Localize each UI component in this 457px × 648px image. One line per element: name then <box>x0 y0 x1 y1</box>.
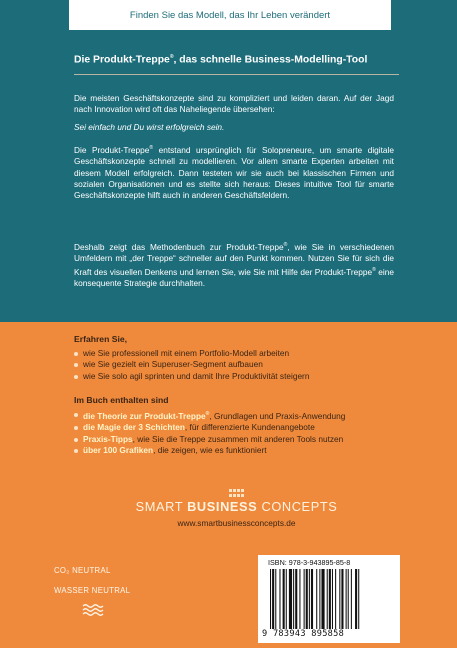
top-banner-text: Finden Sie das Modell, das Ihr Leben verändert <box>129 9 331 21</box>
barcode-bar <box>293 569 294 629</box>
registered-mark: ® <box>149 145 154 151</box>
contents-title: Im Buch enthalten sind <box>74 395 169 405</box>
list-item: wie Sie solo agil sprinten und damit Ihre Produktivität steigern <box>74 371 399 382</box>
barcode-bar <box>329 569 331 629</box>
barcode-bar <box>351 569 352 629</box>
list-item: wie Sie professionell mit einem Portfolio-Modell arbeiten <box>74 348 399 359</box>
heading-divider <box>74 74 399 75</box>
barcode-bar <box>275 569 276 629</box>
contents-list <box>74 409 399 456</box>
barcode-bar <box>306 569 308 629</box>
learn-list <box>74 348 399 382</box>
barcode-bar <box>348 569 349 629</box>
barcode-bar <box>339 569 340 629</box>
paragraph-method-a: Deshalb zeigt das Methodenbuch zur Produkt-Treppe <box>74 241 284 252</box>
highlight-text: Praxis-Tipps <box>83 433 133 444</box>
highlight-text: über 100 Grafiken <box>83 444 154 455</box>
barcode-bar <box>358 569 359 629</box>
item-text: , wie Sie die Treppe zusammen mit anderen Tools nutzen <box>132 433 344 444</box>
paragraph-motto: Sei einfach und Du wirst erfolgreich sein. <box>74 122 225 132</box>
barcode-bar <box>355 569 357 629</box>
paragraph-origin-body: entstand ursprünglich für Solopreneure, um smarte digitale Geschäftskonzepte schnell zu modellieren. Vor allem smarte Experten arbeiten mit diesem Modell erfolgreich. Dann testeten wir sie auch bei klassischen Firmen und sozialen Organisationen und es stellte sich heraus: Dieses intuitive Tool für smarte Geschäftskonzepte hilft auch in anderen Geschäftsfeldern. <box>74 144 394 201</box>
registered-mark: ® <box>283 242 288 248</box>
barcode-bar <box>270 569 271 629</box>
item-text: , für differenzierte Kundenangebote <box>184 422 315 433</box>
learn-section <box>74 333 399 382</box>
list-item: wie Sie gezielt ein Superuser-Segment aufbauen <box>74 359 399 370</box>
barcode-bar <box>304 569 305 629</box>
water-waves-icon <box>82 603 104 617</box>
barcode-bar <box>327 569 328 629</box>
list-item <box>74 409 399 422</box>
barcode-bar <box>341 569 343 629</box>
barcode-bar <box>299 569 300 629</box>
brand-name-part: CONCEPTS <box>257 499 338 514</box>
barcode-box <box>258 555 400 643</box>
brand-name-part: SMART <box>135 499 188 514</box>
paragraph-origin <box>74 143 394 202</box>
co2-neutral-badge: CO₂ NEUTRAL <box>54 566 111 575</box>
isbn-label: ISBN: 978-3-943895-85-8 <box>268 558 351 567</box>
barcode-bar <box>316 569 317 629</box>
barcode-bar <box>346 569 347 629</box>
publisher-brand <box>74 489 399 528</box>
barcode-bar <box>332 569 333 629</box>
paragraph-method-c: eine konsequente Strategie durchhalten. <box>74 266 394 288</box>
highlight-text: die Magie der 3 Schichten <box>83 422 185 433</box>
barcode-bar <box>289 569 292 629</box>
highlight-text: die Theorie zur Produkt-Treppe <box>83 410 206 421</box>
brand-name-part: BUSINESS <box>187 499 258 514</box>
learn-title: Erfahren Sie, <box>74 334 128 344</box>
list-item <box>74 445 399 456</box>
list-item <box>74 434 399 445</box>
contents-section <box>74 394 399 456</box>
heading-text: Die Produkt-Treppe <box>74 54 170 66</box>
barcode-bar <box>311 569 313 629</box>
barcode-bar <box>295 569 297 629</box>
barcode-bar <box>283 569 285 629</box>
paragraph-method <box>74 240 394 289</box>
water-neutral-badge: WASSER NEUTRAL <box>54 586 131 595</box>
barcode-bar <box>321 569 324 629</box>
item-text: , Grundlagen und Praxis-Anwendung <box>209 410 346 421</box>
list-item <box>74 422 399 433</box>
barcode-bar <box>272 569 274 629</box>
brand-url: www.smartbusinessconcepts.de <box>177 518 296 528</box>
barcode-bar <box>286 569 287 629</box>
top-banner <box>69 0 391 30</box>
brand-name <box>74 499 399 514</box>
main-heading <box>74 54 404 65</box>
barcode-icon <box>268 569 392 629</box>
barcode-bar <box>309 569 310 629</box>
barcode-digits: 9 783943 895858 <box>262 629 345 639</box>
barcode-bar <box>335 569 336 629</box>
brand-logo-icon <box>229 489 245 498</box>
registered-mark: ® <box>169 54 174 60</box>
barcode-bar <box>319 569 320 629</box>
registered-mark: ® <box>372 266 376 273</box>
paragraph-origin-lead: Die Produkt-Treppe <box>74 144 150 155</box>
heading-text-suffix: , das schnelle Business-Modelling-Tool <box>173 54 368 66</box>
paragraph-intro: Die meisten Geschäftskonzepte sind zu kompliziert und leiden daran. Auf der Jagd nach Innovation wird oft das Naheliegende übersehen: <box>74 93 394 115</box>
barcode-bar <box>279 569 280 629</box>
item-text: , die zeigen, wie es funktioniert <box>153 444 267 455</box>
paragraph-method-b: , wie Sie in verschiedenen Umfeldern mit „der Treppe“ schneller auf den Punkt kommen. Nutzen Sie für sich die Kraft des visuellen Denkens und lernen Sie, wie Sie mit Hilfe der Produkt-Treppe <box>74 241 394 277</box>
registered-mark: ® <box>205 411 210 417</box>
